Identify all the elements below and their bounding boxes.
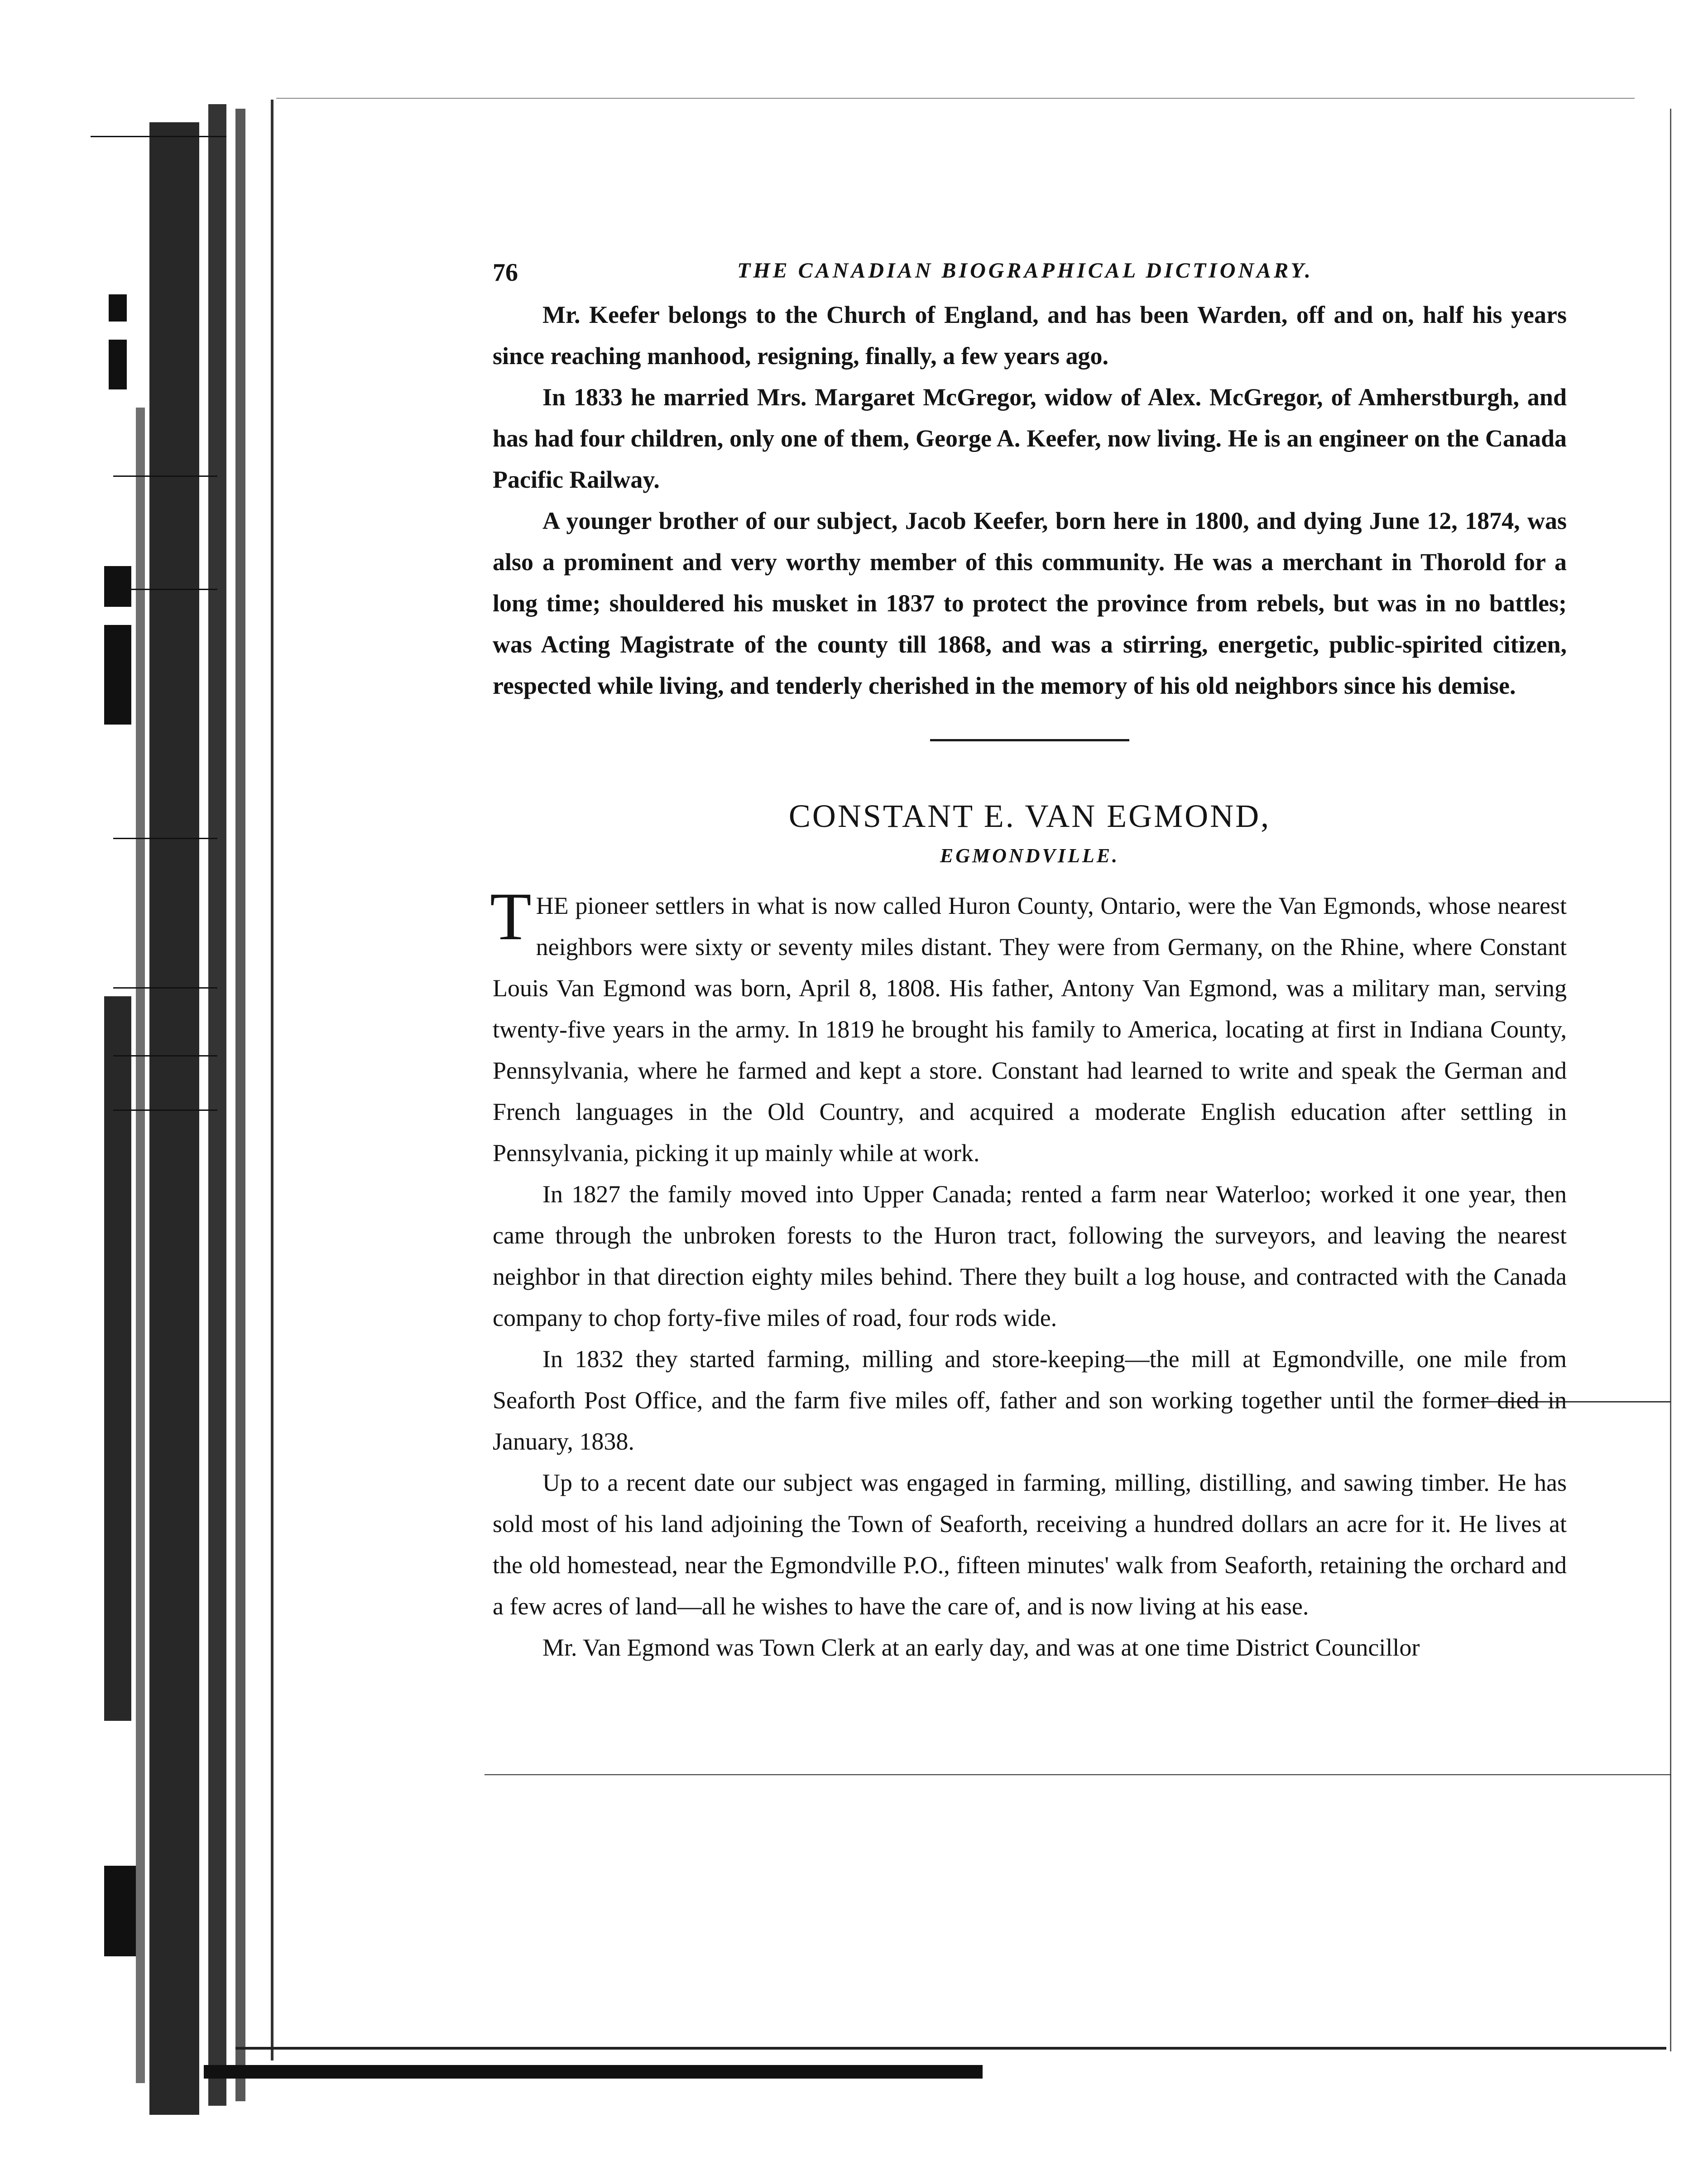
entry-place: EGMONDVILLE. (940, 845, 1120, 867)
first-paragraph-text: HE pioneer settlers in what is now called Huron County, Ontario, were the Van Egmonds, whose nearest neighbors were sixty or seventy miles distant. They were from Germany, on the Rhine, where Constant Louis Van Egmond was born, April 8, 1808. His father, Antony Van Egmond, was a military man, serving twenty-five years in the army. In 1819 he brought his family to America, locating at first in Indiana County, Pennsylvania, where he farmed and kept a store. Constant had learned to write and speak the German and French languages in the Old Country, and acquired a moderate English education after settling in Pennsylvania, picking it up mainly while at work. (493, 892, 1567, 1167)
page-content (490, 258, 1567, 1668)
entry-first-paragraph (490, 879, 1567, 1174)
running-head-title: THE CANADIAN BIOGRAPHICAL DICTIONARY. (737, 259, 1313, 283)
previous-entry-continuation (493, 294, 1567, 706)
page-number: 76 (493, 259, 518, 287)
paragraph: Mr. Keefer belongs to the Church of England, and has been Warden, off and on, half his years since reaching manhood, resigning, finally, a few years ago. (493, 301, 1567, 370)
running-head (493, 258, 1567, 294)
entry-name: CONSTANT E. VAN EGMOND, (788, 798, 1271, 834)
paragraph: In 1833 he married Mrs. Margaret McGregor, widow of Alex. McGregor, of Amherstburgh, and has had four children, only one of them, George A. Keefer, now living. He is an engineer on the Canada Pacific Railway. (493, 384, 1567, 493)
scan-stray-line (485, 1774, 1671, 1775)
scan-bottom-shadow (204, 2065, 983, 2079)
page-edge-left (271, 100, 273, 2060)
paragraph: In 1827 the family moved into Upper Canada; rented a farm near Waterloo; worked it one year, then came through the unbroken forests to the Huron tract, following the surveyors, and leaving the nearest neighbor in that direction eighty miles behind. There they built a log house, and contracted with the Canada company to chop forty-five miles of road, four rods wide. (493, 1181, 1567, 1331)
drop-cap: T (490, 879, 532, 954)
paragraph: Mr. Van Egmond was Town Clerk at an early day, and was at one time District Councillor (542, 1634, 1420, 1661)
section-divider (930, 739, 1129, 741)
page-edge-bottom (235, 2047, 1666, 2050)
page-edge-right (1670, 109, 1671, 2051)
paragraph: Up to a recent date our subject was engaged in farming, milling, distilling, and sawing timber. He has sold most of his land adjoining the Town of Seaforth, receiving a hundred dollars an acre for it. He lives at the old homestead, near the Egmondville P.O., fifteen minutes' walk from Seaforth, retaining the orchard and a few acres of land—all he wishes to have the care of, and is now living at his ease. (493, 1469, 1567, 1620)
paragraph: A younger brother of our subject, Jacob Keefer, born here in 1800, and dying June 12, 1874, was also a prominent and very worthy member of this community. He was a merchant in Thorold for a long time; shouldered his musket in 1837 to protect the province from rebels, but was in no battles; was Acting Magistrate of the county till 1868, and was a stirring, energetic, public-spirited citizen, respected while living, and tenderly cherished in the memory of his old neighbors since his demise. (493, 507, 1567, 699)
paragraph: In 1832 they started farming, milling and store-keeping—the mill at Egmondville, one mile from Seaforth Post Office, and the farm five miles off, father and son working together until the former died in January, 1838. (493, 1345, 1567, 1455)
scan-binding-edge (0, 0, 272, 2161)
page-edge-top (276, 98, 1635, 99)
